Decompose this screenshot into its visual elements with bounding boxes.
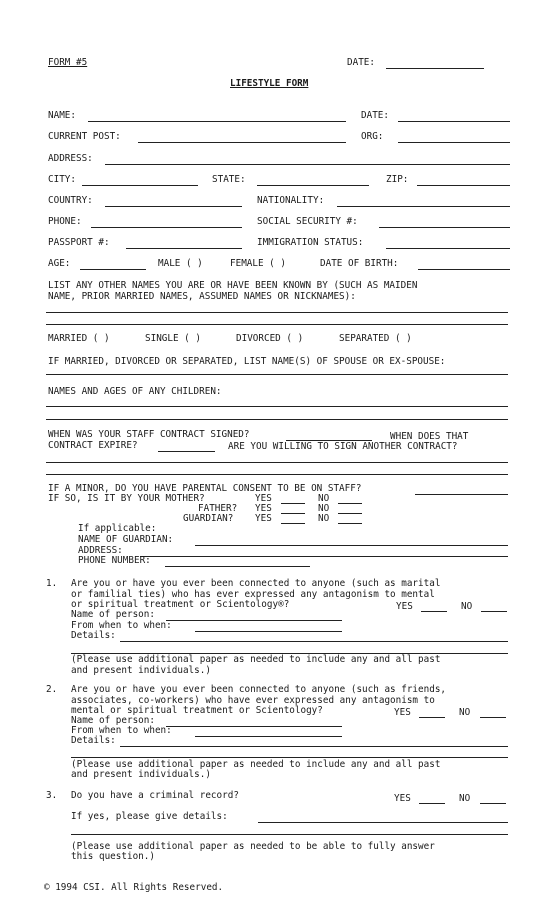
ssn-field[interactable] [379,227,510,228]
guardian-no-label: NO [318,513,330,524]
other-names-prompt-line2: NAME, PRIOR MARRIED NAMES, ASSUMED NAMES OR NICKNAMES): [48,291,356,302]
phone-field[interactable] [91,227,242,228]
minor-consent-prompt: IF A MINOR, DO YOU HAVE PARENTAL CONSENT TO BE ON STAFF? [48,483,362,494]
question-1-details-label: Details: [71,630,116,641]
question-3-no-field[interactable] [480,803,506,804]
question-3-details-field[interactable] [258,822,508,823]
age-label: AGE: [48,258,71,269]
father-yes-label: YES [255,503,272,514]
address-field[interactable] [105,164,510,165]
contract-expire-prompt-a: WHEN DOES THAT [390,431,469,442]
dob-label: DATE OF BIRTH: [320,258,399,269]
question-2-when-label: From when to when: [71,725,172,736]
question-3-line1: Do you have a criminal record? [71,790,239,801]
question-1-note-line2: and present individuals.) [71,665,211,676]
other-names-line-1[interactable] [46,312,508,313]
phone-label: PHONE: [48,216,82,227]
question-1-yes-field[interactable] [421,611,447,612]
question-1-yes-label: YES [396,601,413,612]
question-1-line3: or spiritual treatment or Scientology®? [71,599,290,610]
question-2-when-field[interactable] [195,736,342,737]
question-3-yes-label: YES [394,793,411,804]
passport-label: PASSPORT #: [48,237,110,248]
state-field[interactable] [257,185,369,186]
children-line-1[interactable] [46,406,508,407]
question-3-details-label: If yes, please give details: [71,811,228,822]
minor-mother-prompt: IF SO, IS IT BY YOUR MOTHER? [48,493,205,504]
current-post-label: CURRENT POST: [48,131,121,142]
nationality-field[interactable] [337,206,510,207]
contract-expire-prompt-b: CONTRACT EXPIRE? [48,440,138,451]
question-2-details-field[interactable] [120,746,508,747]
question-1-line2: or familial ties) who has ever expressed any antagonism to mental [71,589,435,600]
question-2-yes-field[interactable] [419,717,445,718]
father-no-field[interactable] [338,513,362,514]
immigration-field[interactable] [386,248,510,249]
other-names-line-2[interactable] [46,324,508,325]
question-1-when-field[interactable] [195,631,342,632]
guardian-no-field[interactable] [338,523,362,524]
name-field[interactable] [88,121,346,122]
father-label: FATHER? [198,503,238,514]
nationality-label: NATIONALITY: [257,195,325,206]
married-checkbox[interactable]: MARRIED ( ) [48,333,110,344]
contract-expire-field[interactable] [158,451,215,452]
guardian-address-label: ADDRESS: [78,545,123,556]
city-field[interactable] [82,185,198,186]
mother-yes-field[interactable] [281,503,305,504]
question-1-number: 1. [46,578,58,589]
guardian-name-field[interactable] [195,545,508,546]
question-1-details-field[interactable] [120,641,508,642]
org-field[interactable] [398,142,510,143]
name-label: NAME: [48,110,76,121]
question-2-name-label: Name of person: [71,715,155,726]
minor-consent-field[interactable] [415,494,508,495]
question-1-name-field[interactable] [166,620,342,621]
immigration-label: IMMIGRATION STATUS: [257,237,364,248]
city-label: CITY: [48,174,76,185]
question-2-no-label: NO [459,707,471,718]
question-2-yes-label: YES [394,707,411,718]
guardian-yes-label: YES [255,513,272,524]
mother-no-field[interactable] [338,503,362,504]
children-prompt: NAMES AND AGES OF ANY CHILDREN: [48,386,222,397]
question-2-details-label: Details: [71,735,116,746]
children-line-2[interactable] [46,419,508,420]
mother-yes-label: YES [255,493,272,504]
question-1-no-field[interactable] [481,611,507,612]
question-3-yes-field[interactable] [419,803,445,804]
header-date-label: DATE: [347,57,375,68]
state-label: STATE: [212,174,246,185]
country-field[interactable] [105,206,242,207]
zip-label: ZIP: [386,174,409,185]
question-3-no-label: NO [459,793,471,804]
divorced-checkbox[interactable]: DIVORCED ( ) [236,333,304,344]
guardian-phone-field[interactable] [165,566,310,567]
zip-field[interactable] [417,185,510,186]
question-2-note-line1: (Please use additional paper as needed to include any and all past [71,759,441,770]
guardian-yes-field[interactable] [281,523,305,524]
contract-line-2[interactable] [46,474,508,475]
separated-checkbox[interactable]: SEPARATED ( ) [339,333,412,344]
question-2-note-line2: and present individuals.) [71,769,211,780]
question-3-note-line2: this question.) [71,851,155,862]
dob-field[interactable] [418,269,510,270]
guardian-phone-label: PHONE NUMBER: [78,555,151,566]
question-1-when-label: From when to when: [71,620,172,631]
father-no-label: NO [318,503,330,514]
guardian-name-label: NAME OF GUARDIAN: [78,534,174,545]
question-1-line1: Are you or have you ever been connected to anyone (such as marital [71,578,441,589]
question-3-number: 3. [46,790,58,801]
form-title: LIFESTYLE FORM [230,78,309,89]
current-post-field[interactable] [138,142,346,143]
org-label: ORG: [361,131,384,142]
address-label: ADDRESS: [48,153,93,164]
mother-no-label: NO [318,493,330,504]
spouse-prompt: IF MARRIED, DIVORCED OR SEPARATED, LIST NAME(S) OF SPOUSE OR EX-SPOUSE: [48,356,446,367]
question-3-details-line[interactable] [71,834,508,835]
male-checkbox[interactable]: MALE ( ) [158,258,203,269]
age-field[interactable] [80,269,146,270]
country-label: COUNTRY: [48,195,93,206]
guardian-label: GUARDIAN? [183,513,234,524]
guardian-address-field[interactable] [140,556,508,557]
contract-signed-prompt: WHEN WAS YOUR STAFF CONTRACT SIGNED? [48,429,250,440]
form-number: FORM #5 [48,57,88,68]
if-applicable-label: If applicable: [78,523,157,534]
question-2-line2: associates, co-workers) who have ever expressed any antagonism to [71,695,435,706]
copyright-footer: © 1994 CSI. All Rights Reserved. [44,882,224,893]
question-1-name-label: Name of person: [71,609,155,620]
female-checkbox[interactable]: FEMALE ( ) [230,258,286,269]
question-2-no-field[interactable] [480,717,506,718]
question-2-number: 2. [46,684,58,695]
question-2-name-field[interactable] [166,726,342,727]
question-2-line1: Are you or have you ever been connected to anyone (such as friends, [71,684,447,695]
willing-to-sign-prompt: ARE YOU WILLING TO SIGN ANOTHER CONTRACT? [228,441,458,452]
question-3-note-line1: (Please use additional paper as needed to be able to fully answer [71,841,435,852]
date-field[interactable] [398,121,510,122]
question-1-note-line1: (Please use additional paper as needed to include any and all past [71,654,441,665]
contract-line-1[interactable] [46,462,508,463]
other-names-prompt-line1: LIST ANY OTHER NAMES YOU ARE OR HAVE BEEN KNOWN BY (SUCH AS MAIDEN [48,280,418,291]
father-yes-field[interactable] [281,513,305,514]
date-label: DATE: [361,110,389,121]
spouse-line[interactable] [46,374,508,375]
question-2-line3: mental or spiritual treatment or Scientology? [71,705,323,716]
question-1-no-label: NO [461,601,473,612]
ssn-label: SOCIAL SECURITY #: [257,216,358,227]
question-2-details-line[interactable] [71,757,508,758]
single-checkbox[interactable]: SINGLE ( ) [145,333,201,344]
passport-field[interactable] [126,248,242,249]
header-date-field[interactable] [386,68,484,69]
